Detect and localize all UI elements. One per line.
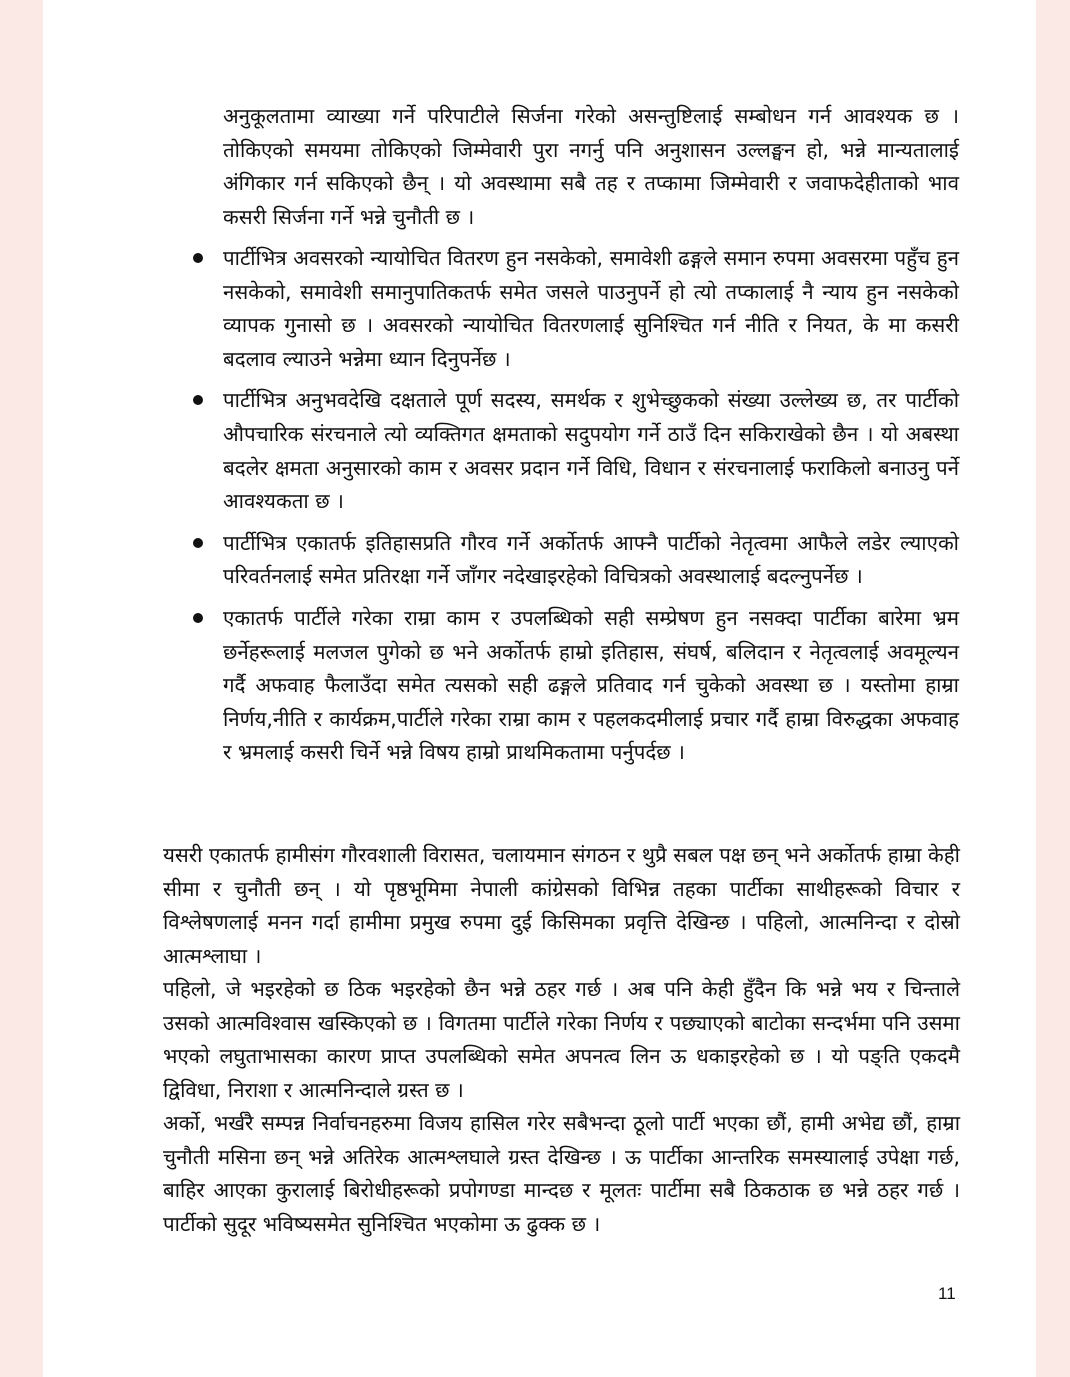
body-paragraph: यसरी एकातर्फ हामीसंग गौरवशाली विरासत, चलायमान संगठन र थुप्रै सबल पक्ष छन् भने अर्कोतर्फ हाम्रा केही सीमा र चुनौती छन् । यो पृष्ठभूमिमा नेपाली कांग्रेसको विभिन्न तहका पार्टीका साथीहरूको विचार र विश्लेषणलाई मनन गर्दा हामीमा प्रमुख रुपमा दुई किसिमका प्रवृत्ति देखिन्छ । पहिलो, आत्मनिन्दा र दोस्रो आत्मश्लाघा । — [163, 843, 960, 968]
body-paragraph: अर्को, भर्खरै सम्पन्न निर्वाचनहरुमा विजय हासिल गरेर सबैभन्दा ठूलो पार्टी भएका छौं, हामी अभेद्य छौं, हाम्रा चुनौती मसिना छन् भन्ने अतिरेक आत्मश्लघाले ग्रस्त देखिन्छ । ऊ पार्टीका आन्तरिक समस्यालाई उपेक्षा गर्छ, बाहिर आएका कुरालाई बिरोधीहरूको प्रपोगण्डा मान्दछ र मूलतः पार्टीमा सबै ठिकठाक छ भन्ने ठहर गर्छ । पार्टीको सुदूर भविष्यसमेत सुनिश्चित भएकोमा ऊ ढुक्क छ । — [163, 1111, 960, 1236]
bullet-point-icon — [193, 253, 203, 263]
bullet-list — [223, 242, 959, 778]
bullet-item — [223, 527, 959, 594]
bullet-text: एकातर्फ पार्टीले गरेका राम्रा काम र उपलब्धिको सही सम्प्रेषण हुन नसक्दा पार्टीका बारेमा भ्रम छर्नेहरूलाई मलजल पुगेको छ भने अर्कोतर्फ हाम्रो इतिहास, संघर्ष, बलिदान र नेतृत्वलाई अवमूल्यन गर्दै अफवाह फैलाउँदा समेत त्यसको सही ढङ्गले प्रतिवाद गर्न चुकेको अवस्था छ । यस्तोमा हाम्रा निर्णय,नीति र कार्यक्रम,पार्टीले गरेका राम्रा काम र पहलकदमीलाई प्रचार गर्दै हाम्रा विरुद्धका अफवाह र भ्रमलाई कसरी चिर्ने भन्ने विषय हाम्रो प्राथमिकतामा पर्नुपर्दछ । — [223, 605, 959, 765]
bullet-point-icon — [193, 395, 203, 405]
bullet-item — [223, 384, 959, 518]
bullet-point-icon — [193, 613, 203, 623]
page-number: 11 — [938, 1284, 956, 1303]
bullet-point-icon — [193, 538, 203, 548]
body-paragraph: पहिलो, जे भइरहेको छ ठिक भइरहेको छैन भन्ने ठहर गर्छ । अब पनि केही हुँदैन कि भन्ने भय र चिन्ताले उसको आत्मविश्वास खस्किएको छ । विगतमा पार्टीले गरेका निर्णय र पछ्याएको बाटोका सन्दर्भमा पनि उसमा भएको लघुताभासका कारण प्राप्त उपलब्धिको समेत अपनत्व लिन ऊ धकाइरहेको छ । यो पङ्ति एकदमै द्विविधा, निराशा र आत्मनिन्दाले ग्रस्त छ । — [163, 977, 960, 1102]
bullet-text: पार्टीभित्र एकातर्फ इतिहासप्रति गौरव गर्ने अर्कोतर्फ आफ्नै पार्टीको नेतृत्वमा आफैले लडेर ल्याएको परिवर्तनलाई समेत प्रतिरक्षा गर्ने जाँगर नदेखाइरहेको विचित्रको अवस्थालाई बदल्नुपर्नेछ । — [223, 530, 959, 589]
bullet-text: पार्टीभित्र अवसरको न्यायोचित वितरण हुन नसकेको, समावेशी ढङ्गले समान रुपमा अवसरमा पहुँच हुन नसकेको, समावेशी समानुपातिकतर्फ समेत जसले पाउनुपर्ने हो त्यो तप्कालाई नै न्याय हुन नसकेको व्यापक गुनासो छ । अवसरको न्यायोचित वितरणलाई सुनिश्चित गर्न नीति र नियत, के मा कसरी बदलाव ल्याउने भन्नेमा ध्यान दिनुपर्नेछ । — [223, 246, 959, 371]
document-page — [43, 0, 1036, 1377]
bullet-item — [223, 242, 959, 376]
bullet-text: पार्टीभित्र अनुभवदेखि दक्षताले पूर्ण सदस्य, समर्थक र शुभेच्छुकको संख्या उल्लेख्य छ, तर पार्टीको औपचारिक संरचनाले त्यो व्यक्तिगत क्षमताको सदुपयोग गर्ने ठाउँ दिन सकिराखेको छैन । यो अबस्था बदलेर क्षमता अनुसारको काम र अवसर प्रदान गर्ने विधि, विधान र संरचनालाई फराकिलो बनाउनु पर्ने आवश्यकता छ । — [223, 388, 959, 514]
bullet-item — [223, 602, 959, 770]
continuation-paragraph: अनुकूलतामा व्याख्या गर्ने परिपाटीले सिर्जना गरेको असन्तुष्टिलाई सम्बोधन गर्न आवश्यक छ । तोकिएको समयमा तोकिएको जिम्मेवारी पुरा नगर्नु पनि अनुशासन उल्लङ्घन हो, भन्ने मान्यतालाई अंगिकार गर्न सकिएको छैन् । यो अवस्थामा सबै तह र तप्कामा जिम्मेवारी र जवाफदेहीताको भाव कसरी सिर्जना गर्ने भन्ने चुनौती छ । — [223, 104, 959, 229]
